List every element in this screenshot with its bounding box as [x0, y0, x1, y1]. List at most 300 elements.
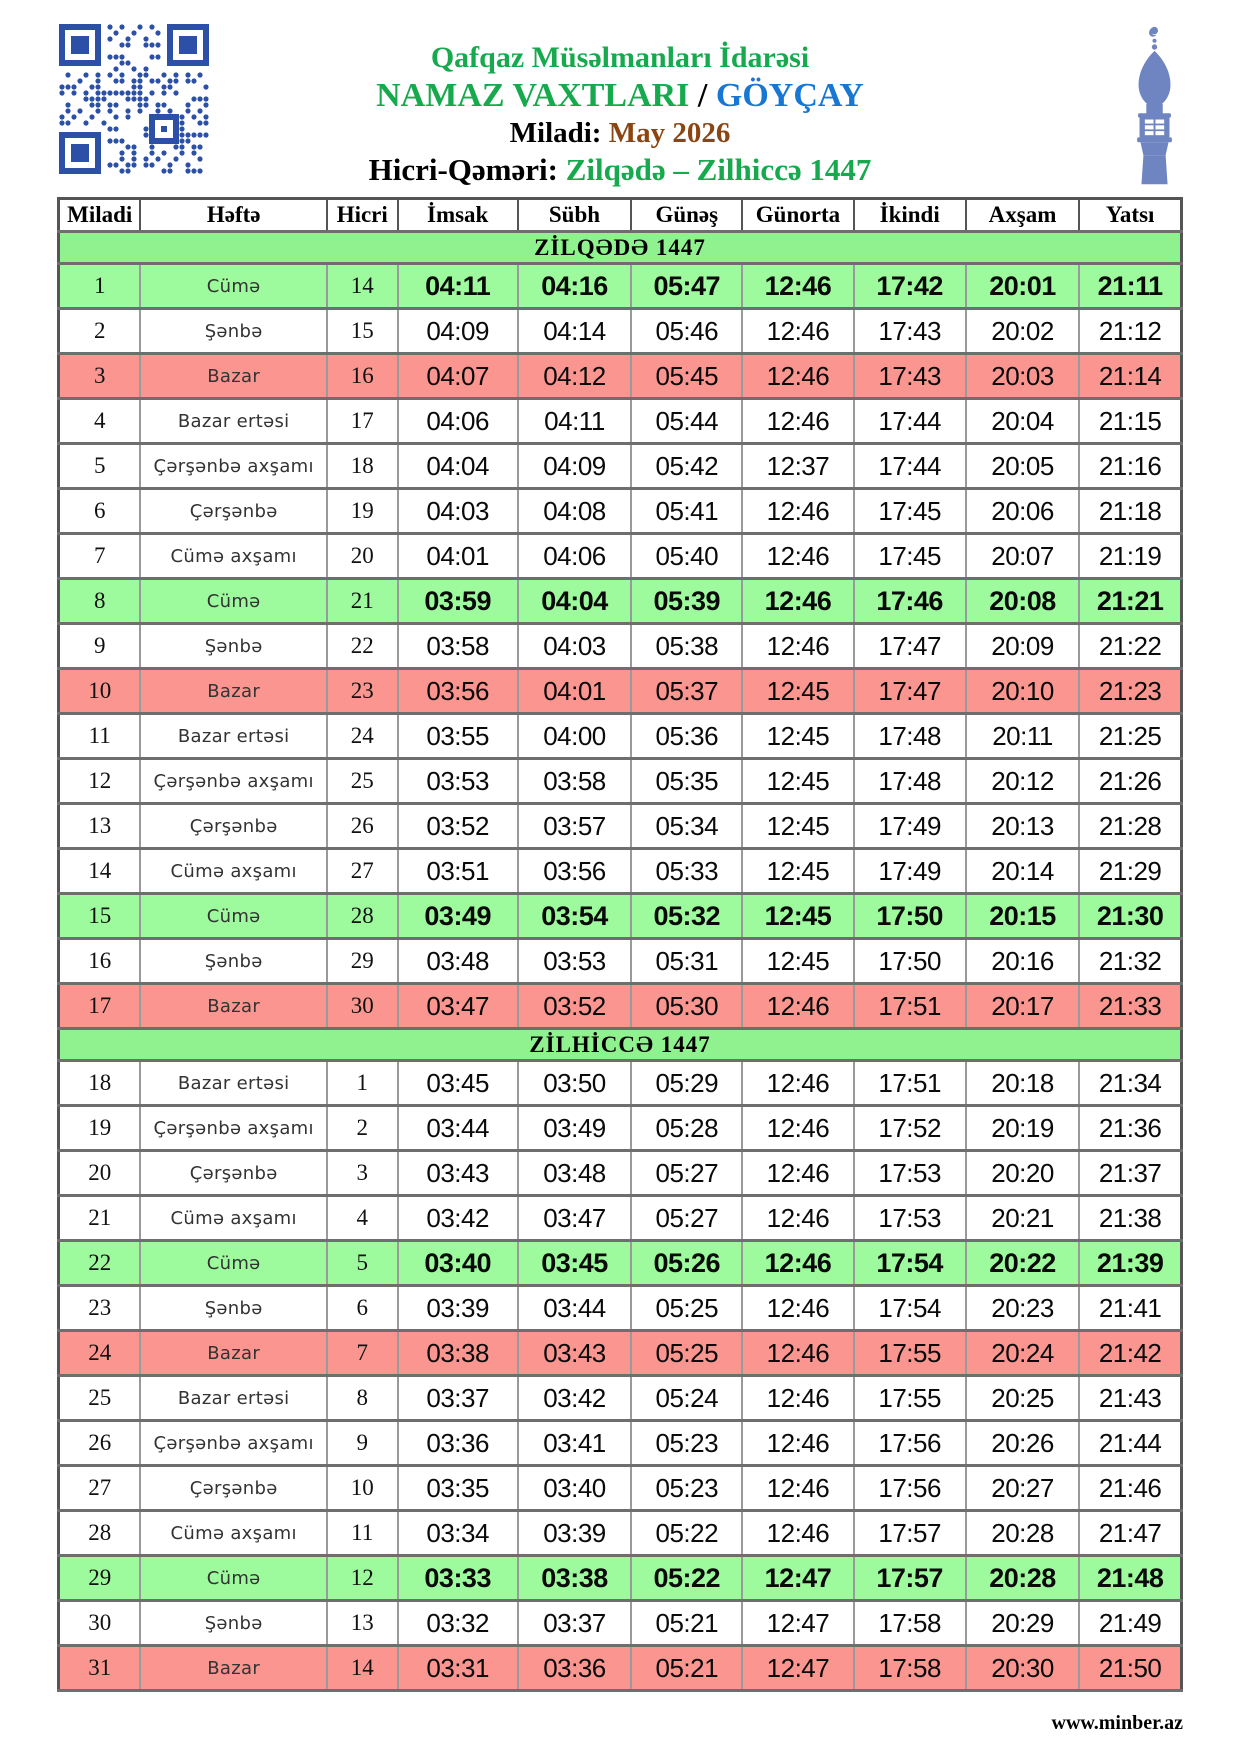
time-cell-subh: 04:14: [518, 309, 631, 354]
weekday-cell: Şənbə: [140, 1601, 326, 1646]
section-band: [59, 1029, 1182, 1061]
weekday-cell: Şənbə: [140, 939, 326, 984]
time-cell-imsak: 03:47: [398, 984, 518, 1029]
time-cell-subh: 03:38: [518, 1556, 631, 1601]
weekday-cell: Cümə: [140, 579, 326, 624]
time-cell-yatsi: 21:39: [1079, 1241, 1181, 1286]
hicri-cell: 2: [327, 1106, 398, 1151]
miladi-cell: 18: [59, 1061, 141, 1106]
hicri-cell: 18: [327, 444, 398, 489]
time-cell-gunes: 05:28: [631, 1106, 742, 1151]
weekday-cell: Cümə axşamı: [140, 1196, 326, 1241]
time-cell-imsak: 03:31: [398, 1646, 518, 1691]
column-header-axsam: Axşam: [966, 199, 1079, 232]
miladi-cell: 2: [59, 309, 141, 354]
time-cell-gunes: 05:27: [631, 1196, 742, 1241]
time-cell-axsam: 20:19: [966, 1106, 1079, 1151]
time-cell-gunes: 05:46: [631, 309, 742, 354]
time-cell-imsak: 04:03: [398, 489, 518, 534]
time-cell-axsam: 20:17: [966, 984, 1079, 1029]
time-cell-axsam: 20:04: [966, 399, 1079, 444]
weekday-cell: Cümə: [140, 1241, 326, 1286]
time-cell-axsam: 20:28: [966, 1511, 1079, 1556]
section-title: ZİLQƏDƏ 1447: [59, 232, 1182, 264]
time-cell-imsak: 04:06: [398, 399, 518, 444]
time-cell-gunorta: 12:46: [742, 984, 853, 1029]
time-cell-imsak: 04:07: [398, 354, 518, 399]
time-cell-gunes: 05:34: [631, 804, 742, 849]
weekday-cell: Bazar ertəsi: [140, 1061, 326, 1106]
time-cell-axsam: 20:14: [966, 849, 1079, 894]
time-cell-ikindi: 17:43: [854, 354, 966, 399]
time-cell-gunorta: 12:46: [742, 1241, 853, 1286]
time-cell-gunes: 05:45: [631, 354, 742, 399]
weekday-cell: Cümə axşamı: [140, 849, 326, 894]
weekday-cell: Çərşənbə: [140, 804, 326, 849]
time-cell-imsak: 04:04: [398, 444, 518, 489]
time-cell-axsam: 20:22: [966, 1241, 1079, 1286]
time-cell-imsak: 04:11: [398, 264, 518, 309]
table-row: [59, 534, 1182, 579]
time-cell-axsam: 20:09: [966, 624, 1079, 669]
time-cell-gunes: 05:29: [631, 1061, 742, 1106]
time-cell-yatsi: 21:29: [1079, 849, 1181, 894]
miladi-cell: 16: [59, 939, 141, 984]
time-cell-ikindi: 17:47: [854, 624, 966, 669]
time-cell-subh: 04:06: [518, 534, 631, 579]
miladi-cell: 4: [59, 399, 141, 444]
time-cell-gunorta: 12:46: [742, 1466, 853, 1511]
table-row: [59, 1511, 1182, 1556]
time-cell-subh: 04:16: [518, 264, 631, 309]
time-cell-gunorta: 12:46: [742, 624, 853, 669]
time-cell-gunorta: 12:46: [742, 1376, 853, 1421]
time-cell-gunorta: 12:46: [742, 1151, 853, 1196]
time-cell-gunes: 05:37: [631, 669, 742, 714]
time-cell-gunorta: 12:47: [742, 1601, 853, 1646]
time-cell-gunes: 05:36: [631, 714, 742, 759]
time-cell-axsam: 20:13: [966, 804, 1079, 849]
time-cell-axsam: 20:08: [966, 579, 1079, 624]
time-cell-gunes: 05:35: [631, 759, 742, 804]
time-cell-gunes: 05:24: [631, 1376, 742, 1421]
time-cell-imsak: 03:37: [398, 1376, 518, 1421]
time-cell-axsam: 20:18: [966, 1061, 1079, 1106]
table-row: [59, 489, 1182, 534]
hicri-cell: 19: [327, 489, 398, 534]
time-cell-yatsi: 21:15: [1079, 399, 1181, 444]
time-cell-gunes: 05:33: [631, 849, 742, 894]
time-cell-yatsi: 21:37: [1079, 1151, 1181, 1196]
column-header-yatsi: Yatsı: [1079, 199, 1181, 232]
title-separator: /: [697, 77, 708, 114]
time-cell-gunorta: 12:46: [742, 489, 853, 534]
time-cell-yatsi: 21:33: [1079, 984, 1181, 1029]
time-cell-gunes: 05:31: [631, 939, 742, 984]
hicri-cell: 26: [327, 804, 398, 849]
time-cell-gunes: 05:25: [631, 1331, 742, 1376]
time-cell-axsam: 20:30: [966, 1646, 1079, 1691]
time-cell-ikindi: 17:58: [854, 1646, 966, 1691]
time-cell-axsam: 20:07: [966, 534, 1079, 579]
time-cell-gunes: 05:40: [631, 534, 742, 579]
hicri-cell: 20: [327, 534, 398, 579]
table-row: [59, 444, 1182, 489]
weekday-cell: Bazar: [140, 354, 326, 399]
weekday-cell: Bazar: [140, 1646, 326, 1691]
table-row: [59, 714, 1182, 759]
weekday-cell: Çərşənbə axşamı: [140, 759, 326, 804]
table-row: [59, 1286, 1182, 1331]
time-cell-subh: 03:57: [518, 804, 631, 849]
time-cell-axsam: 20:27: [966, 1466, 1079, 1511]
time-cell-imsak: 03:43: [398, 1151, 518, 1196]
miladi-cell: 19: [59, 1106, 141, 1151]
hicri-cell: 5: [327, 1241, 398, 1286]
qr-code: [58, 24, 210, 174]
weekday-cell: Bazar: [140, 984, 326, 1029]
hicri-cell: 16: [327, 354, 398, 399]
time-cell-gunes: 05:21: [631, 1646, 742, 1691]
hicri-label: Hicri-Qəməri:: [368, 152, 558, 187]
time-cell-gunorta: 12:46: [742, 579, 853, 624]
time-cell-axsam: 20:16: [966, 939, 1079, 984]
miladi-cell: 27: [59, 1466, 141, 1511]
hicri-cell: 4: [327, 1196, 398, 1241]
table-row: [59, 264, 1182, 309]
table-row: [59, 1196, 1182, 1241]
time-cell-axsam: 20:01: [966, 264, 1079, 309]
time-cell-gunorta: 12:45: [742, 939, 853, 984]
table-row: [59, 624, 1182, 669]
time-cell-subh: 04:00: [518, 714, 631, 759]
time-cell-ikindi: 17:49: [854, 804, 966, 849]
column-header-miladi: Miladi: [59, 199, 141, 232]
miladi-cell: 12: [59, 759, 141, 804]
time-cell-subh: 03:41: [518, 1421, 631, 1466]
time-cell-ikindi: 17:50: [854, 939, 966, 984]
time-cell-subh: 03:36: [518, 1646, 631, 1691]
time-cell-gunorta: 12:46: [742, 1421, 853, 1466]
prayer-times-table: [57, 197, 1183, 1692]
time-cell-axsam: 20:23: [966, 1286, 1079, 1331]
miladi-label: Miladi:: [509, 117, 602, 149]
table-row: [59, 1331, 1182, 1376]
time-cell-subh: 03:48: [518, 1151, 631, 1196]
time-cell-axsam: 20:21: [966, 1196, 1079, 1241]
time-cell-yatsi: 21:25: [1079, 714, 1181, 759]
time-cell-yatsi: 21:21: [1079, 579, 1181, 624]
time-cell-ikindi: 17:43: [854, 309, 966, 354]
table-row: [59, 1601, 1182, 1646]
weekday-cell: Çərşənbə axşamı: [140, 1421, 326, 1466]
time-cell-subh: 04:12: [518, 354, 631, 399]
table-row: [59, 984, 1182, 1029]
weekday-cell: Çərşənbə: [140, 489, 326, 534]
time-cell-subh: 03:42: [518, 1376, 631, 1421]
miladi-cell: 29: [59, 1556, 141, 1601]
time-cell-gunes: 05:38: [631, 624, 742, 669]
table-row: [59, 939, 1182, 984]
hicri-cell: 13: [327, 1601, 398, 1646]
time-cell-yatsi: 21:14: [1079, 354, 1181, 399]
time-cell-axsam: 20:12: [966, 759, 1079, 804]
time-cell-yatsi: 21:34: [1079, 1061, 1181, 1106]
table-row: [59, 894, 1182, 939]
weekday-cell: Cümə: [140, 894, 326, 939]
hicri-cell: 23: [327, 669, 398, 714]
time-cell-yatsi: 21:49: [1079, 1601, 1181, 1646]
time-cell-yatsi: 21:42: [1079, 1331, 1181, 1376]
time-cell-gunorta: 12:46: [742, 1331, 853, 1376]
miladi-cell: 6: [59, 489, 141, 534]
time-cell-yatsi: 21:50: [1079, 1646, 1181, 1691]
hicri-cell: 22: [327, 624, 398, 669]
hicri-cell: 12: [327, 1556, 398, 1601]
time-cell-subh: 03:49: [518, 1106, 631, 1151]
time-cell-imsak: 03:33: [398, 1556, 518, 1601]
time-cell-yatsi: 21:11: [1079, 264, 1181, 309]
table-row: [59, 1241, 1182, 1286]
hicri-cell: 7: [327, 1331, 398, 1376]
city-name: GÖYÇAY: [715, 77, 864, 114]
time-cell-subh: 03:43: [518, 1331, 631, 1376]
time-cell-imsak: 03:58: [398, 624, 518, 669]
time-cell-imsak: 03:36: [398, 1421, 518, 1466]
page-title: [240, 76, 1000, 116]
table-row: [59, 1466, 1182, 1511]
time-cell-ikindi: 17:48: [854, 714, 966, 759]
miladi-cell: 3: [59, 354, 141, 399]
time-cell-gunes: 05:42: [631, 444, 742, 489]
time-cell-axsam: 20:05: [966, 444, 1079, 489]
time-cell-ikindi: 17:44: [854, 399, 966, 444]
miladi-cell: 28: [59, 1511, 141, 1556]
time-cell-yatsi: 21:19: [1079, 534, 1181, 579]
time-cell-imsak: 03:40: [398, 1241, 518, 1286]
miladi-cell: 14: [59, 849, 141, 894]
weekday-cell: Cümə: [140, 264, 326, 309]
time-cell-imsak: 03:51: [398, 849, 518, 894]
time-cell-yatsi: 21:23: [1079, 669, 1181, 714]
miladi-cell: 24: [59, 1331, 141, 1376]
hicri-cell: 21: [327, 579, 398, 624]
table-row: [59, 804, 1182, 849]
time-cell-imsak: 03:52: [398, 804, 518, 849]
time-cell-ikindi: 17:42: [854, 264, 966, 309]
time-cell-imsak: 03:44: [398, 1106, 518, 1151]
miladi-cell: 25: [59, 1376, 141, 1421]
time-cell-ikindi: 17:56: [854, 1466, 966, 1511]
time-cell-gunorta: 12:46: [742, 1196, 853, 1241]
time-cell-subh: 03:52: [518, 984, 631, 1029]
time-cell-gunes: 05:23: [631, 1421, 742, 1466]
table-row: [59, 1106, 1182, 1151]
hicri-cell: 25: [327, 759, 398, 804]
time-cell-ikindi: 17:51: [854, 984, 966, 1029]
website-url: www.minber.az: [1051, 1712, 1183, 1734]
time-cell-subh: 03:45: [518, 1241, 631, 1286]
column-header-subh: Sübh: [518, 199, 631, 232]
time-cell-ikindi: 17:47: [854, 669, 966, 714]
section-title: ZİLHİCCƏ 1447: [59, 1029, 1182, 1061]
miladi-cell: 10: [59, 669, 141, 714]
table-row: [59, 579, 1182, 624]
time-cell-ikindi: 17:52: [854, 1106, 966, 1151]
weekday-cell: Cümə axşamı: [140, 534, 326, 579]
time-cell-gunorta: 12:46: [742, 309, 853, 354]
time-cell-subh: 03:58: [518, 759, 631, 804]
hicri-cell: 3: [327, 1151, 398, 1196]
time-cell-gunorta: 12:47: [742, 1646, 853, 1691]
miladi-cell: 11: [59, 714, 141, 759]
time-cell-ikindi: 17:44: [854, 444, 966, 489]
hicri-cell: 30: [327, 984, 398, 1029]
miladi-cell: 13: [59, 804, 141, 849]
time-cell-axsam: 20:25: [966, 1376, 1079, 1421]
time-cell-gunes: 05:22: [631, 1556, 742, 1601]
time-cell-gunes: 05:25: [631, 1286, 742, 1331]
weekday-cell: Çərşənbə axşamı: [140, 444, 326, 489]
time-cell-yatsi: 21:18: [1079, 489, 1181, 534]
time-cell-gunes: 05:22: [631, 1511, 742, 1556]
page-header: [240, 40, 1000, 188]
table-row: [59, 669, 1182, 714]
miladi-cell: 15: [59, 894, 141, 939]
table-row: [59, 1421, 1182, 1466]
hicri-cell: 11: [327, 1511, 398, 1556]
column-header-hicri: Hicri: [327, 199, 398, 232]
hicri-cell: 28: [327, 894, 398, 939]
hicri-cell: 29: [327, 939, 398, 984]
time-cell-subh: 03:40: [518, 1466, 631, 1511]
miladi-cell: 30: [59, 1601, 141, 1646]
time-cell-gunorta: 12:45: [742, 759, 853, 804]
time-cell-imsak: 04:01: [398, 534, 518, 579]
hicri-cell: 24: [327, 714, 398, 759]
time-cell-gunorta: 12:46: [742, 354, 853, 399]
hicri-cell: 1: [327, 1061, 398, 1106]
time-cell-ikindi: 17:48: [854, 759, 966, 804]
time-cell-axsam: 20:02: [966, 309, 1079, 354]
time-cell-axsam: 20:20: [966, 1151, 1079, 1196]
table-row: [59, 1646, 1182, 1691]
time-cell-yatsi: 21:22: [1079, 624, 1181, 669]
time-cell-imsak: 03:39: [398, 1286, 518, 1331]
time-cell-gunorta: 12:46: [742, 1106, 853, 1151]
time-cell-ikindi: 17:55: [854, 1331, 966, 1376]
time-cell-subh: 04:01: [518, 669, 631, 714]
time-cell-gunorta: 12:46: [742, 1286, 853, 1331]
time-cell-ikindi: 17:46: [854, 579, 966, 624]
time-cell-imsak: 03:38: [398, 1331, 518, 1376]
time-cell-gunorta: 12:37: [742, 444, 853, 489]
time-cell-ikindi: 17:56: [854, 1421, 966, 1466]
time-cell-ikindi: 17:45: [854, 489, 966, 534]
miladi-cell: 9: [59, 624, 141, 669]
time-cell-subh: 03:53: [518, 939, 631, 984]
time-cell-ikindi: 17:57: [854, 1556, 966, 1601]
time-cell-axsam: 20:24: [966, 1331, 1079, 1376]
miladi-cell: 22: [59, 1241, 141, 1286]
weekday-cell: Cümə axşamı: [140, 1511, 326, 1556]
time-cell-gunorta: 12:45: [742, 669, 853, 714]
time-cell-ikindi: 17:49: [854, 849, 966, 894]
time-cell-imsak: 03:42: [398, 1196, 518, 1241]
time-cell-yatsi: 21:41: [1079, 1286, 1181, 1331]
column-header-row: [59, 199, 1182, 232]
hicri-cell: 14: [327, 1646, 398, 1691]
time-cell-gunes: 05:27: [631, 1151, 742, 1196]
section-band: [59, 232, 1182, 264]
miladi-cell: 7: [59, 534, 141, 579]
time-cell-imsak: 03:53: [398, 759, 518, 804]
miladi-cell: 31: [59, 1646, 141, 1691]
time-cell-yatsi: 21:38: [1079, 1196, 1181, 1241]
table-row: [59, 849, 1182, 894]
time-cell-imsak: 03:35: [398, 1466, 518, 1511]
time-cell-gunes: 05:23: [631, 1466, 742, 1511]
time-cell-subh: 03:50: [518, 1061, 631, 1106]
table-row: [59, 399, 1182, 444]
time-cell-gunorta: 12:45: [742, 849, 853, 894]
time-cell-gunes: 05:21: [631, 1601, 742, 1646]
time-cell-ikindi: 17:58: [854, 1601, 966, 1646]
time-cell-gunes: 05:47: [631, 264, 742, 309]
time-cell-gunorta: 12:45: [742, 714, 853, 759]
time-cell-subh: 03:56: [518, 849, 631, 894]
column-header-imsak: İmsak: [398, 199, 518, 232]
time-cell-subh: 03:47: [518, 1196, 631, 1241]
time-cell-imsak: 03:56: [398, 669, 518, 714]
time-cell-axsam: 20:11: [966, 714, 1079, 759]
time-cell-yatsi: 21:44: [1079, 1421, 1181, 1466]
time-cell-subh: 03:39: [518, 1511, 631, 1556]
time-cell-ikindi: 17:50: [854, 894, 966, 939]
time-cell-yatsi: 21:28: [1079, 804, 1181, 849]
miladi-cell: 26: [59, 1421, 141, 1466]
time-cell-gunes: 05:26: [631, 1241, 742, 1286]
hicri-cell: 27: [327, 849, 398, 894]
time-cell-gunorta: 12:46: [742, 399, 853, 444]
time-cell-subh: 03:44: [518, 1286, 631, 1331]
time-cell-ikindi: 17:45: [854, 534, 966, 579]
column-header-hefte: Həftə: [140, 199, 326, 232]
time-cell-gunorta: 12:46: [742, 1061, 853, 1106]
hicri-line: [240, 151, 1000, 188]
time-cell-yatsi: 21:48: [1079, 1556, 1181, 1601]
hicri-cell: 9: [327, 1421, 398, 1466]
weekday-cell: Çərşənbə axşamı: [140, 1106, 326, 1151]
miladi-cell: 23: [59, 1286, 141, 1331]
weekday-cell: Çərşənbə: [140, 1466, 326, 1511]
time-cell-imsak: 03:32: [398, 1601, 518, 1646]
time-cell-gunorta: 12:45: [742, 894, 853, 939]
time-cell-axsam: 20:06: [966, 489, 1079, 534]
hicri-cell: 8: [327, 1376, 398, 1421]
time-cell-imsak: 03:45: [398, 1061, 518, 1106]
time-cell-imsak: 04:09: [398, 309, 518, 354]
time-cell-yatsi: 21:43: [1079, 1376, 1181, 1421]
time-cell-gunorta: 12:45: [742, 804, 853, 849]
weekday-cell: Bazar ertəsi: [140, 714, 326, 759]
time-cell-subh: 03:54: [518, 894, 631, 939]
weekday-cell: Bazar ertəsi: [140, 1376, 326, 1421]
time-cell-gunorta: 12:46: [742, 1511, 853, 1556]
weekday-cell: Bazar ertəsi: [140, 399, 326, 444]
table-row: [59, 354, 1182, 399]
time-cell-axsam: 20:03: [966, 354, 1079, 399]
